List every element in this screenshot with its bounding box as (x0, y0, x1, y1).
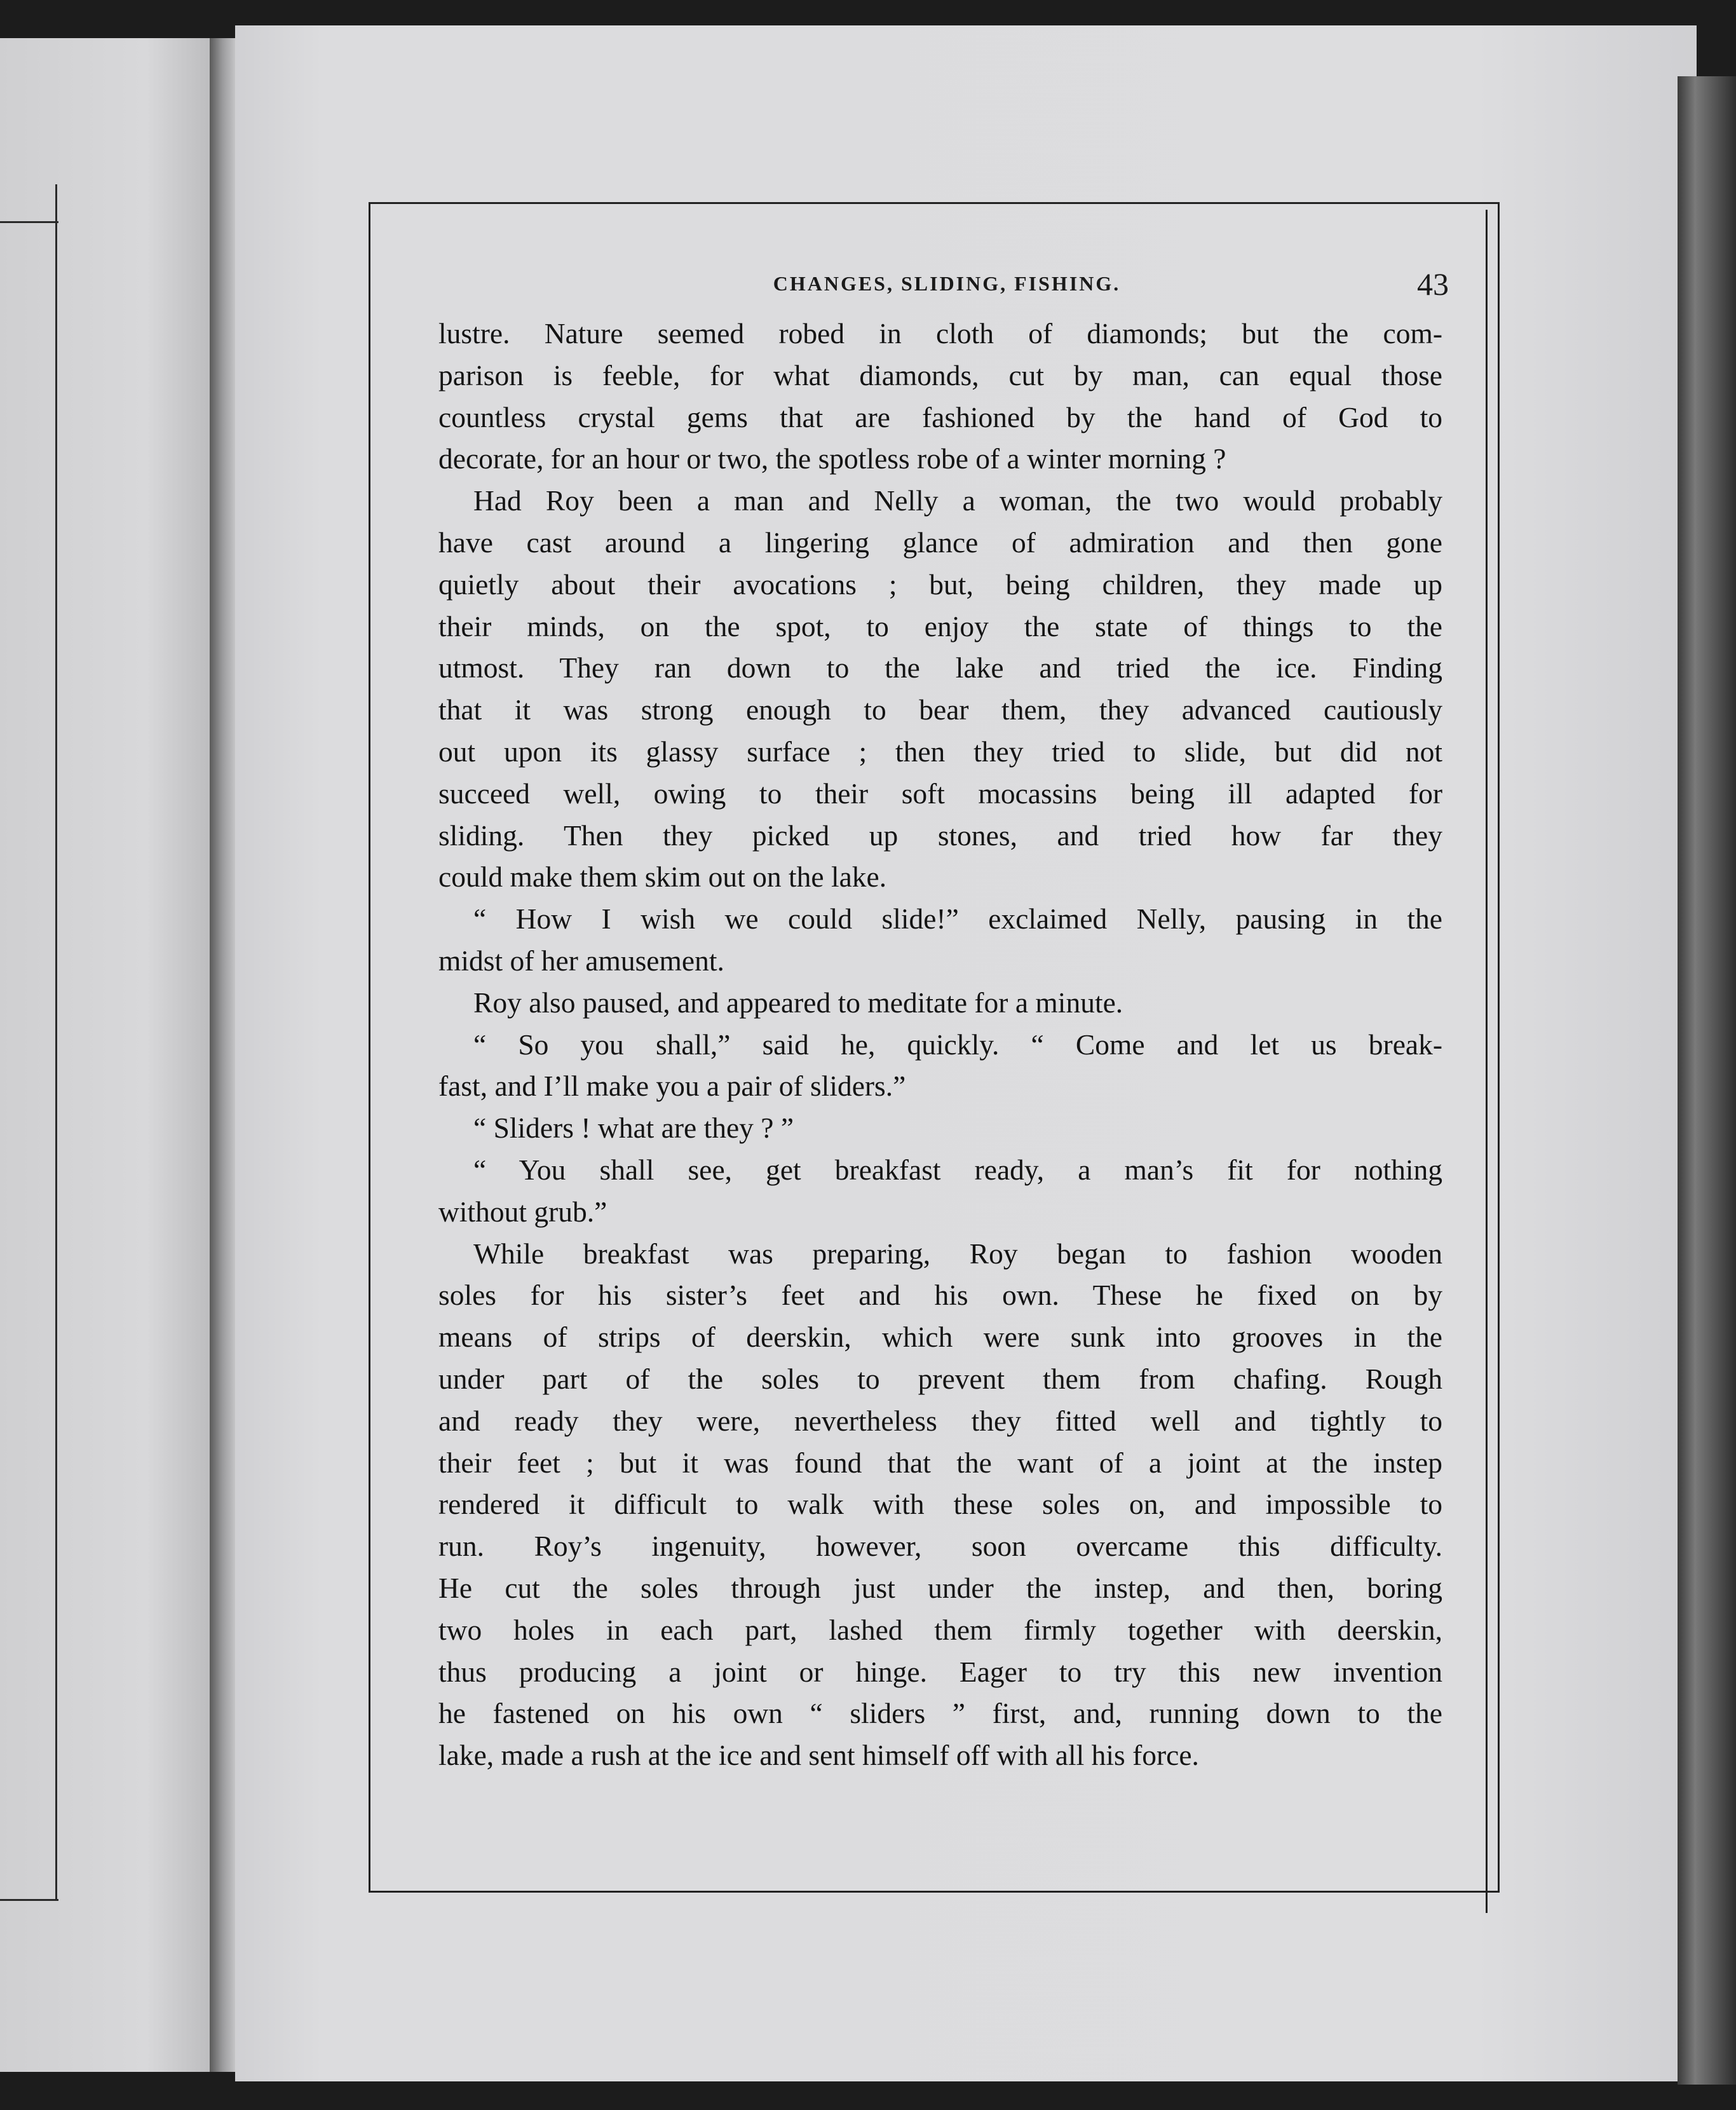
previous-page-frame-top-rule (0, 221, 58, 223)
page-border-right-rule (1486, 210, 1488, 1913)
text-line: “ How I wish we could slide!” exclaimed Nelly, pausing in the (473, 902, 1442, 936)
paragraph (438, 982, 1442, 1024)
text-line: run. Roy’s ingenuity, however, soon overcame this difficulty. (438, 1530, 1442, 1563)
page-edge (1678, 76, 1736, 2085)
text-line: lustre. Nature seemed robed in cloth of diamonds; but the com- (438, 317, 1442, 350)
text-line: countless crystal gems that are fashioned by the hand of God to (438, 400, 1442, 433)
text-line: parison is feeble, for what diamonds, cut by man, can equal those (438, 358, 1442, 391)
text-line: decorate, for an hour or two, the spotless robe of a winter morning ? (438, 442, 1226, 475)
text-line: thus producing a joint or hinge. Eager to try this new invention (438, 1655, 1442, 1688)
text-line: soles for his sister’s feet and his own. These he fixed on by (438, 1279, 1442, 1312)
paragraph (438, 1024, 1442, 1108)
text-line: He cut the soles through just under the instep, and then, boring (438, 1571, 1442, 1604)
text-line: and ready they were, nevertheless they fitted well and tightly to (438, 1404, 1442, 1437)
page-number: 43 (1417, 266, 1449, 302)
text-line: could make them skim out on the lake. (438, 861, 887, 894)
text-line: fast, and I’ll make you a pair of sliders.” (438, 1070, 906, 1103)
text-line: lake, made a rush at the ice and sent himself off with all his force. (438, 1739, 1199, 1772)
previous-page-frame-bottom-rule (0, 1899, 58, 1901)
running-head: CHANGES, SLIDING, FISHING. (773, 272, 1121, 295)
text-line: succeed well, owing to their soft mocassins being ill adapted for (438, 777, 1442, 810)
paragraph (438, 1149, 1442, 1233)
text-line: their feet ; but it was found that the want of a joint at the instep (438, 1446, 1442, 1479)
book-gutter (210, 38, 235, 2072)
text-line: rendered it difficult to walk with these soles on, and impossible to (438, 1488, 1442, 1521)
text-line: “ Sliders ! what are they ? ” (473, 1112, 794, 1145)
paragraph (438, 480, 1442, 898)
text-line: that it was strong enough to bear them, they advanced cautiously (438, 693, 1442, 726)
text-line: quietly about their avocations ; but, being children, they made up (438, 568, 1442, 601)
text-line: he fastened on his own “ sliders ” first, and, running down to the (438, 1697, 1442, 1730)
text-line: without grub.” (438, 1195, 607, 1228)
text-line: two holes in each part, lashed them firmly together with deerskin, (438, 1613, 1442, 1646)
text-line: means of strips of deerskin, which were sunk into grooves in the (438, 1321, 1442, 1354)
text-line: out upon its glassy surface ; then they tried to slide, but did not (438, 735, 1442, 768)
text-line: “ You shall see, get breakfast ready, a man’s fit for nothing (473, 1153, 1442, 1186)
text-line: Had Roy been a man and Nelly a woman, the two would probably (473, 484, 1442, 517)
paragraph (438, 1107, 1442, 1149)
paragraph (438, 313, 1442, 480)
previous-page-frame-rule (55, 184, 57, 1900)
text-line: “ So you shall,” said he, quickly. “ Come and let us break- (473, 1028, 1442, 1061)
previous-page (0, 38, 210, 2072)
text-line: under part of the soles to prevent them from chafing. Rough (438, 1362, 1442, 1395)
text-line: have cast around a lingering glance of admiration and then gone (438, 526, 1442, 559)
text-line: their minds, on the spot, to enjoy the state of things to the (438, 609, 1442, 643)
text-line: sliding. Then they picked up stones, and tried how far they (438, 819, 1442, 852)
body-text (438, 313, 1442, 1776)
text-line: utmost. They ran down to the lake and tried the ice. Finding (438, 651, 1442, 684)
page-header (445, 266, 1449, 310)
paragraph (438, 898, 1442, 982)
text-line: midst of her amusement. (438, 944, 724, 977)
text-line: Roy also paused, and appeared to meditate for a minute. (473, 986, 1123, 1019)
text-line: While breakfast was preparing, Roy began to fashion wooden (473, 1237, 1442, 1270)
paragraph (438, 1233, 1442, 1776)
